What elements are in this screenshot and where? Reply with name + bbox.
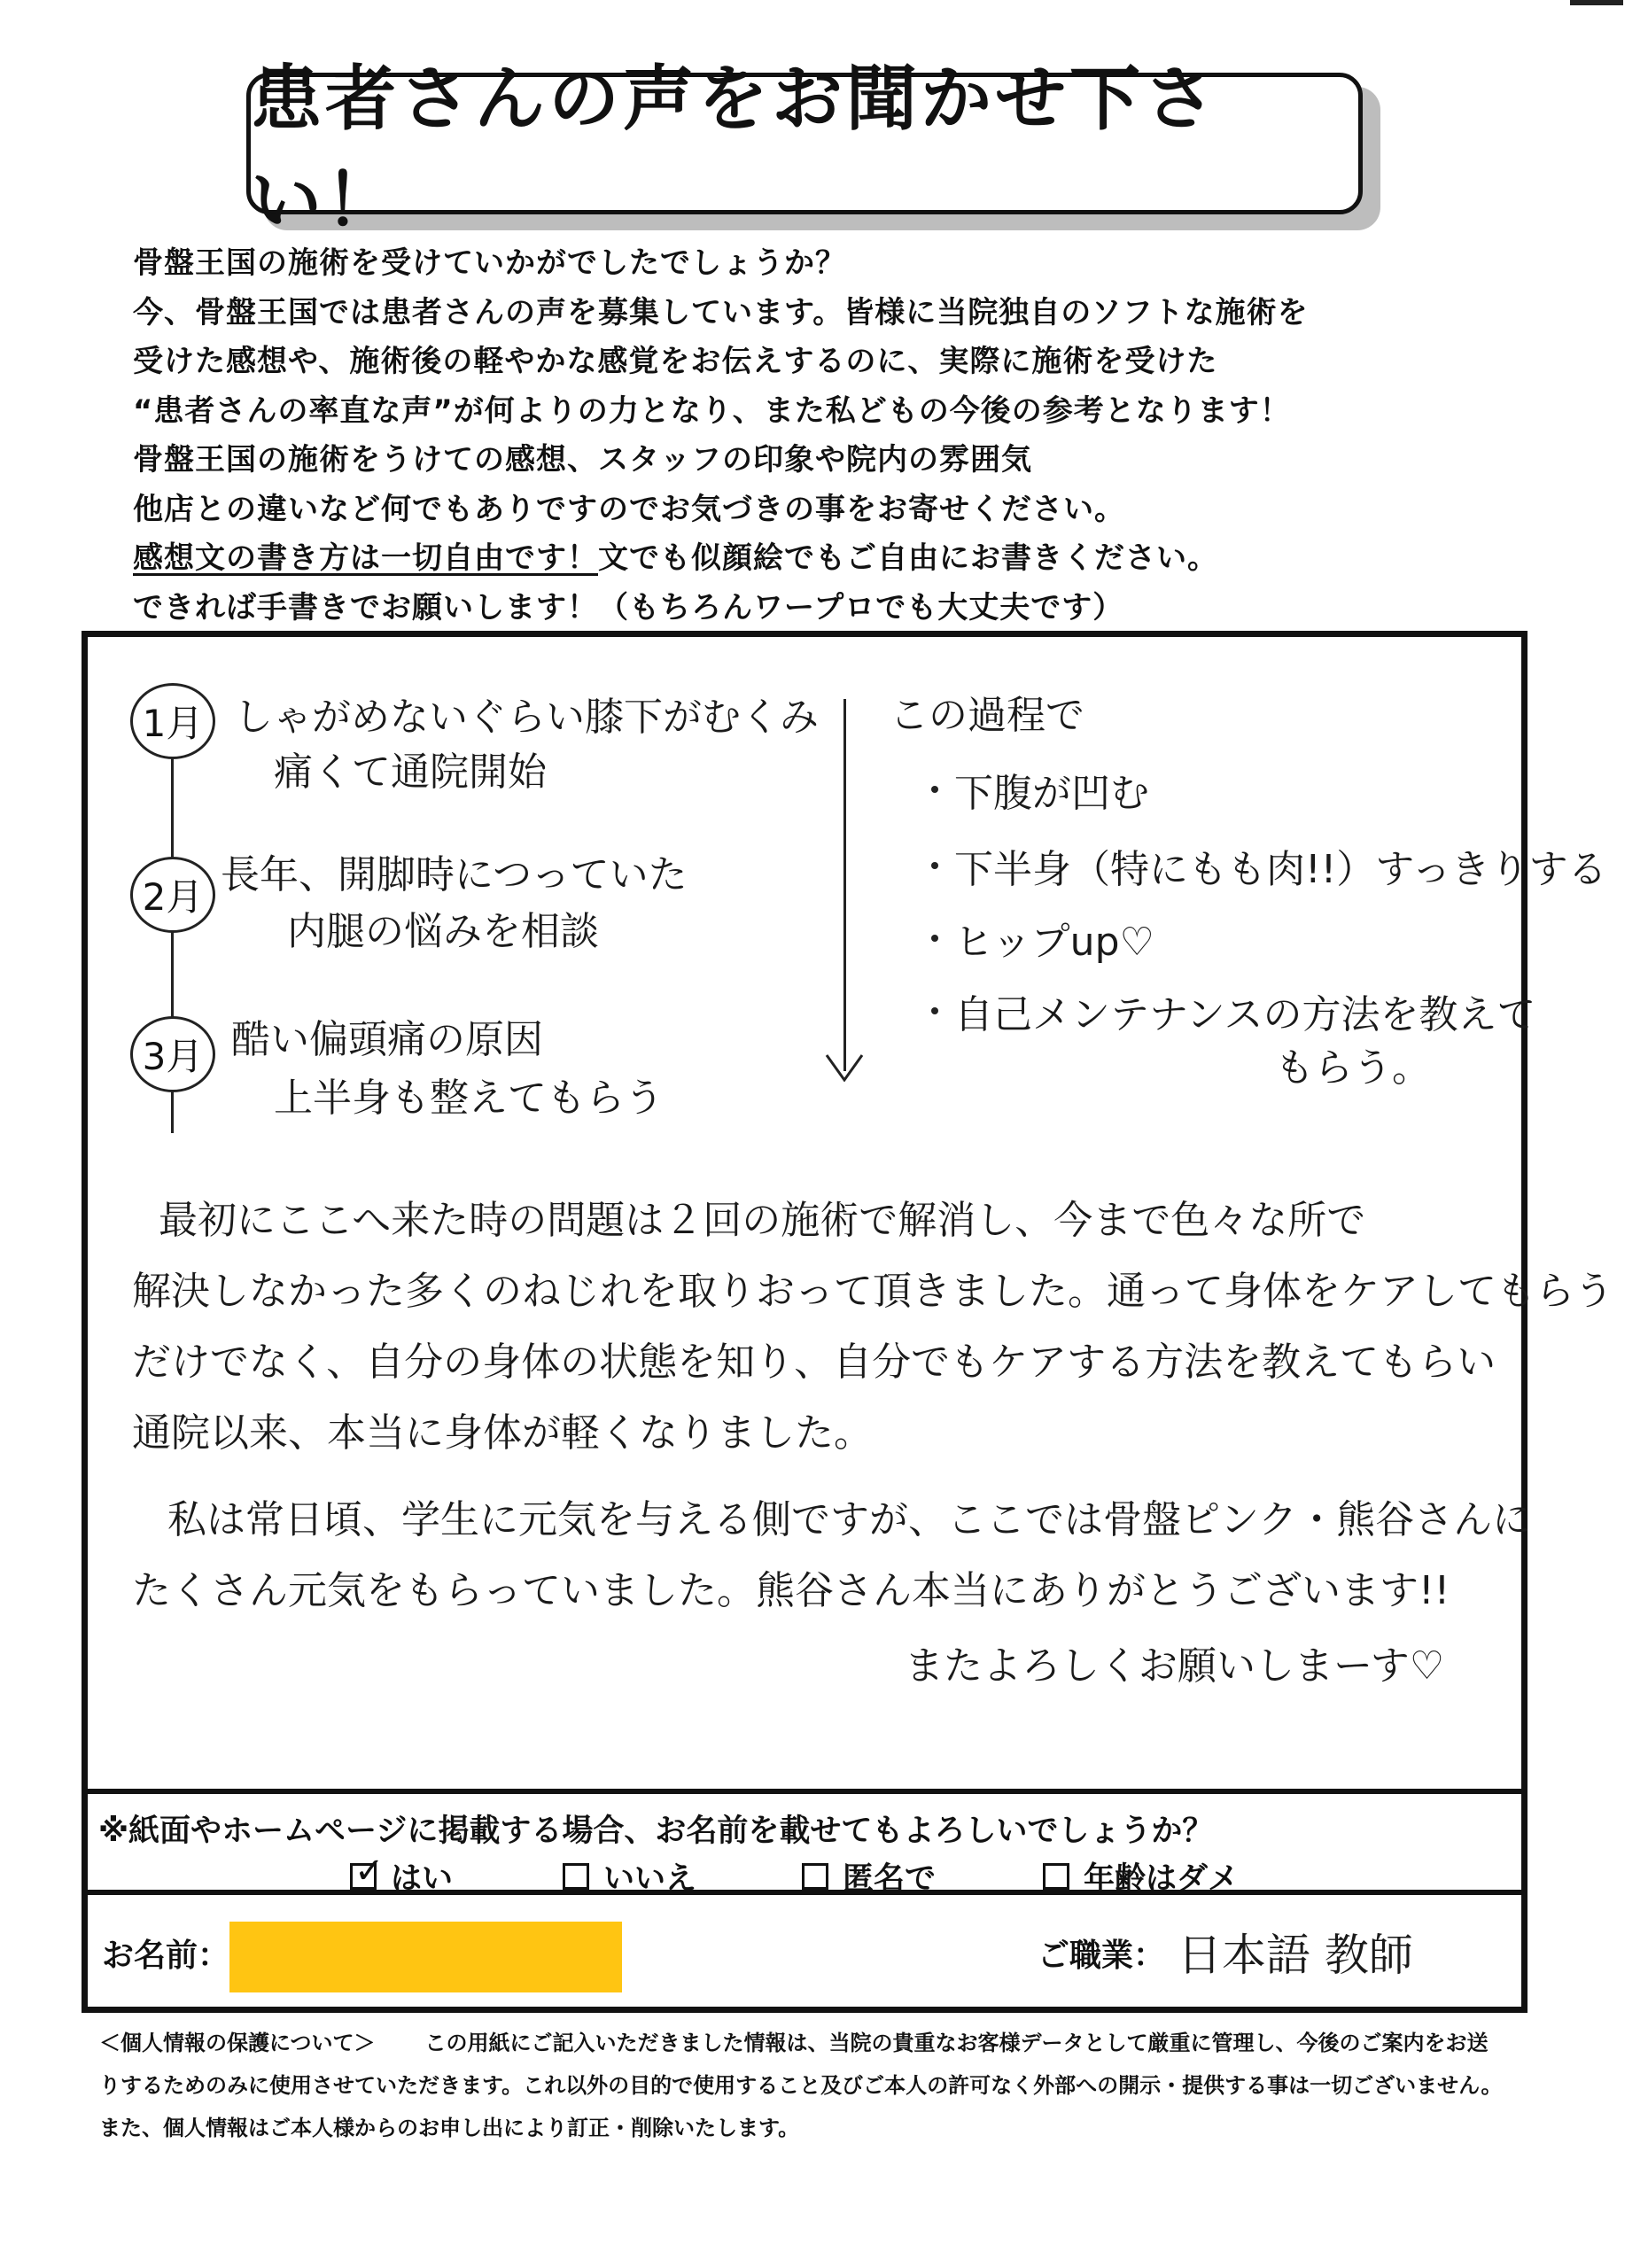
month-circle: 1月: [130, 683, 215, 759]
process-item: ヒップup♡: [954, 920, 1154, 965]
intro-line: 他店との違いなど何でもありですのでお気づきの事をお寄せください。: [133, 491, 1125, 527]
privacy-line: [99, 2022, 1561, 2064]
timeline-text: 痛くて通院開始: [274, 750, 547, 795]
consent-section: [88, 1789, 1521, 1895]
option-label: はい: [391, 1861, 454, 1897]
intro-line: 受けた感想や、施術後の軽やかな感覚をお伝えするのに、実際に施術を受けた: [133, 344, 1218, 379]
option-anonymous[interactable]: [802, 1854, 936, 1899]
name-row: [88, 1895, 1521, 2007]
timeline-text: 酷い偏頭痛の原因: [231, 1017, 543, 1062]
checkbox[interactable]: [1043, 1863, 1069, 1890]
intro-line7-rest: 文でも似顔絵でもご自由にお書きください。: [598, 540, 1218, 576]
testimonial-closing: またよろしくお願いしまーす♡: [905, 1643, 1445, 1689]
intro-line: 骨盤王国の施術を受けていかがでしたでしょうか？: [133, 245, 846, 281]
option-no-age[interactable]: [1043, 1854, 1239, 1899]
occupation-label: ご職業：: [1038, 1938, 1166, 1974]
testimonial-line: 解決しなかった多くのねじれを取りおって頂きました。通って身体をケアしてもらう: [132, 1269, 1613, 1314]
option-yes[interactable]: [350, 1851, 454, 1899]
title-box: [246, 58, 1363, 242]
bullet-icon: [931, 786, 938, 793]
occupation-value: 日本語 教師: [1178, 1930, 1413, 1981]
testimonial-line: 最初にここへ来た時の問題は２回の施術で解消し、今まで色々な所で: [159, 1198, 1366, 1243]
option-label: 年齢はダメ: [1084, 1861, 1240, 1897]
process-item: 下半身（特にもも肉!!）すっきりする: [954, 847, 1607, 892]
timeline-text: 長年、開脚時につっていた: [221, 852, 688, 897]
timeline-text: 内腿の悩みを相談: [287, 909, 599, 954]
checkbox[interactable]: [802, 1863, 828, 1890]
intro-line: できれば手書きでお願いします！（もちろんワープロでも大丈夫です）: [133, 589, 1124, 625]
process-item: 自己メンテナンスの方法を教えて: [954, 992, 1536, 1037]
option-no[interactable]: [563, 1854, 696, 1899]
arrow-down-icon: [825, 1053, 864, 1082]
testimonial-line: 私は常日頃、学生に元気を与える側ですが、ここでは骨盤ピンク・熊谷さんに: [167, 1497, 1532, 1542]
name-label: お名前：: [102, 1938, 230, 1974]
privacy-line: また、個人情報はご本人様からのお申し出により訂正・削除いたします。: [99, 2116, 800, 2140]
intro-line: “患者さんの率直な声”が何よりの力となり、また私どもの今後の参考となります！: [133, 392, 1291, 429]
intro-text: [133, 239, 1515, 633]
page-title: 患者さんの声をお聞かせ下さい！: [251, 58, 1218, 242]
arrow-line: [843, 699, 846, 1071]
checkbox-checked[interactable]: [350, 1851, 385, 1891]
timeline-text: しゃがめないぐらい膝下がむくみ: [234, 695, 819, 740]
checkbox[interactable]: [563, 1863, 589, 1890]
month-circle: 2月: [130, 857, 215, 933]
option-label: 匿名で: [843, 1861, 937, 1897]
month-circle: 3月: [130, 1016, 215, 1092]
bullet-icon: [931, 935, 938, 942]
option-label: いいえ: [603, 1861, 697, 1897]
testimonial-area: [88, 637, 1613, 1789]
consent-question: ※紙面やホームページに掲載する場合、お名前を載せてもよろしいでしょうか？: [98, 1814, 1214, 1849]
privacy-heading: ＜個人情報の保護について＞: [99, 2031, 376, 2055]
intro-line: 骨盤王国の施術をうけての感想、スタッフの印象や院内の雰囲気: [133, 442, 1032, 478]
name-field-redacted[interactable]: [229, 1922, 622, 1992]
privacy-notice: [99, 2022, 1561, 2149]
bullet-icon: [931, 1007, 938, 1014]
process-heading: この過程で: [890, 693, 1084, 738]
intro-line: 今、骨盤王国では患者さんの声を募集しています。皆様に当院独自のソフトな施術を: [133, 294, 1309, 330]
corner-mark: [1570, 0, 1623, 5]
check-icon: ✓: [354, 1851, 385, 1891]
timeline-text: 上半身も整えてもらう: [274, 1076, 664, 1121]
testimonial-line: 通院以来、本当に身体が軽くなりました。: [132, 1410, 873, 1456]
testimonial-line: だけでなく、自分の身体の状態を知り、自分でもケアする方法を教えてもらい: [132, 1340, 1496, 1385]
process-item-continued: もらう。: [1275, 1045, 1431, 1091]
intro-line-freeform: [133, 534, 1515, 584]
bullet-icon: [931, 862, 938, 869]
process-item: 下腹が凹む: [954, 771, 1149, 816]
privacy-line: りするためのみに使用させていただきます。これ以外の目的で使用すること及びご本人の許可なく外部への開示・提供する事は一切ございません。: [99, 2073, 1503, 2098]
privacy-text: この用紙にご記入いただきました情報は、当院の貴重なお客様データとして厳重に管理し、今後のご案内をお送: [424, 2031, 1489, 2055]
intro-underlined: 感想文の書き方は一切自由です！: [133, 540, 598, 576]
testimonial-line: たくさん元気をもらっていました。熊谷さん本当にありがとうございます!!: [132, 1568, 1450, 1613]
